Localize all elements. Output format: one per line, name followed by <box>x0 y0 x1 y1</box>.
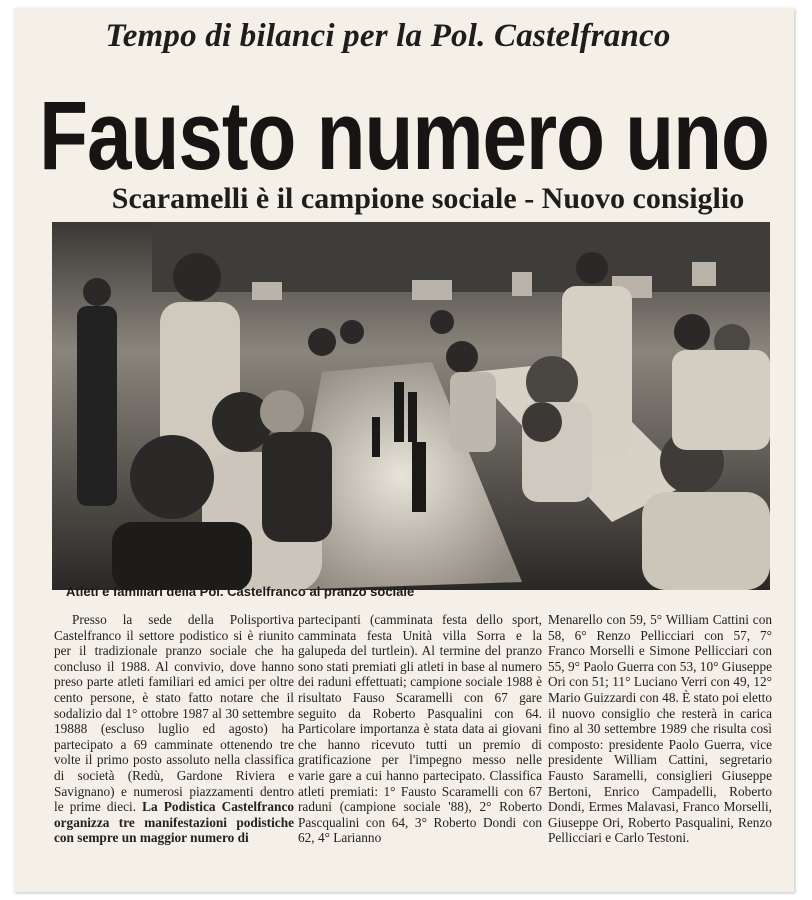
article-headline: Fausto numero uno <box>39 81 769 190</box>
article-column-3 <box>548 612 772 846</box>
photo-caption: Atleti e familiari della Pol. Castelfranco al pranzo sociale <box>66 584 415 599</box>
column-1-text: Presso la sede della Polisportiva Castelfranco il settore podistico si è riunito per il tradizionale pranzo sociale che ha concluso il 1988. Al convivio, dove hanno preso parte atleti familiari ed amici per oltre cento persone, è stato fatto notare che il sodalizio dal 1° ottobre 1987 al 30 settembre 19888 (escluso luglio ed agosto) ha partecipato a 69 camminate ottenendo tre volte il primo posto assoluto nella classifica di società (Redù, Gardone Riviera e Savignano) e numerosi piazzamenti dentro le prime dieci. <box>54 612 294 815</box>
column-3-text: Menarello con 59, 5° William Cattini con 58, 6° Renzo Pellicciari con 57, 7° Franco Morselli e Simone Pellicciari con 55, 9° Paolo Guerra con 53, 10° Giuseppe Ori con 51; 11° Luciano Verri con 49, 12° Mario Guizzardi con 48. È stato poi eletto il nuovo consiglio che resterà in carica fino al 30 settembre 1989 che risulta così composto: presidente Paolo Guerra, vice presidente William Cattini, segretario Fausto Saramelli, consiglieri Giuseppe Bertoni, Enrico Campadelli, Roberto Dondi, Ermes Malavasi, Franco Morselli, Giuseppe Ori, Roberto Pasqualini, Renzo Pellicciari e Carlo Testoni. <box>548 612 772 846</box>
article-column-2 <box>298 612 542 846</box>
article-column-1 <box>54 612 294 846</box>
column-1-bold-text: La Podistica Castelfranco organizza tre manifestazioni podistiche con sempre un maggior numero di <box>54 799 294 846</box>
column-2-text: partecipanti (camminata festa dello sport, camminata festa Unità villa Sorra e la galupeda del turtlein). Al termine del pranzo sono stati premiati gli atleti in base al numero dei raduni effettuati; campione sociale 1988 è risultato Fauso Scaramelli con 67 gare seguito da Roberto Pasqualini con 64. Particolare importanza è stata data ai giovani che hanno ricevuto tutti un premio di gratificazione per l'impegno messo nelle varie gare a cui hanno partecipato. Classifica atleti premiati: 1° Fausto Scaramelli con 67 raduni (campione sociale '88), 2° Roberto Pascqualini con 64, 3° Roberto Dondi con 62, 4° Larianno <box>298 612 542 846</box>
article-kicker: Tempo di bilanci per la Pol. Castelfranco <box>105 18 671 54</box>
banquet-photo <box>52 222 770 590</box>
banquet-photo-image <box>52 222 770 590</box>
article-subheadline: Scaramelli è il campione sociale - Nuovo consiglio <box>111 182 745 215</box>
